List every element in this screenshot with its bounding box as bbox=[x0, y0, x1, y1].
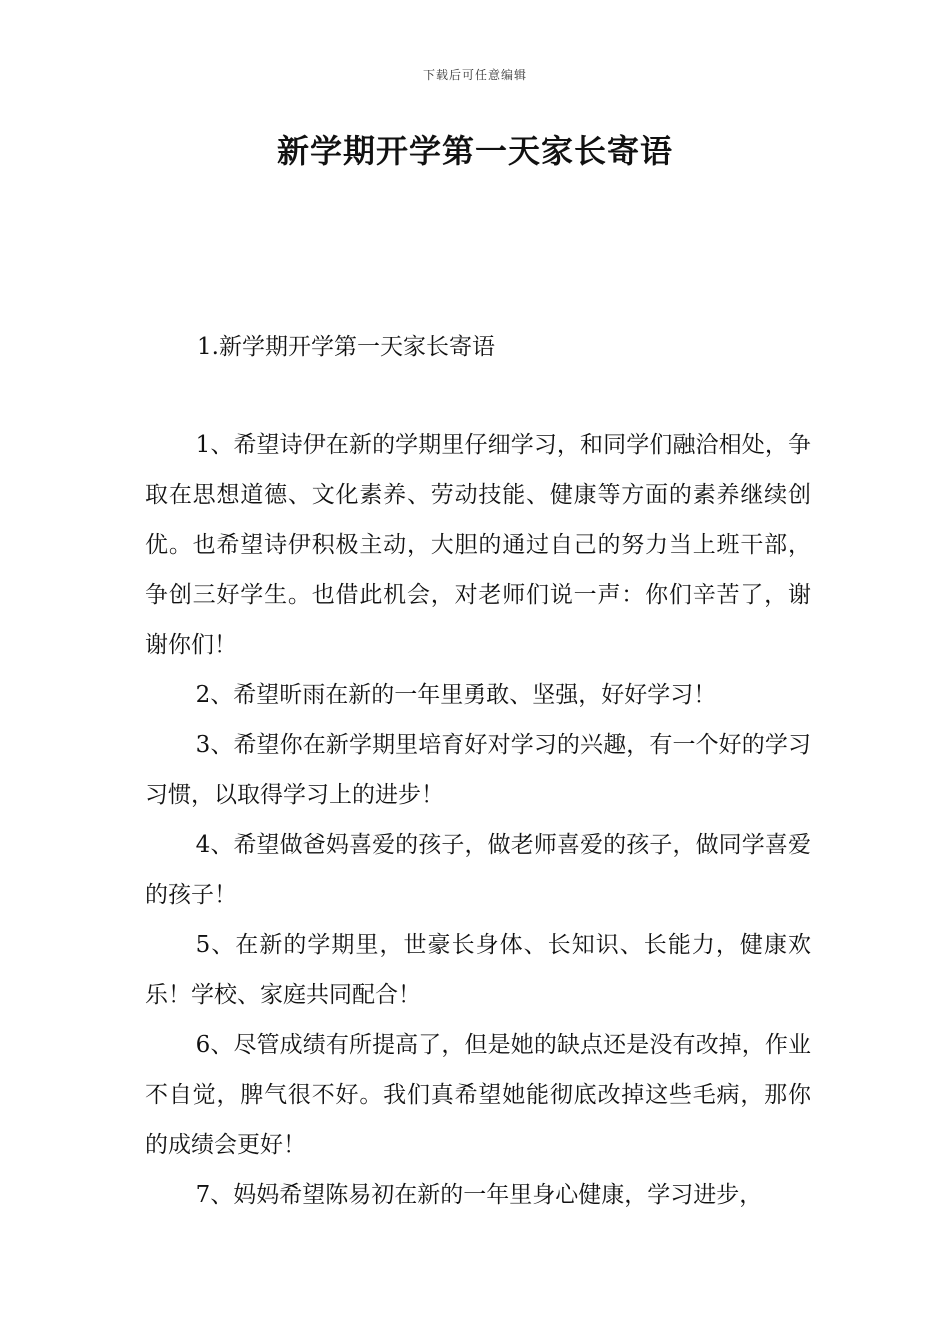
paragraph-5: 5、在新的学期里，世豪长身体、长知识、长能力，健康欢乐！学校、家庭共同配合！ bbox=[145, 932, 811, 1008]
paragraph-6: 6、尽管成绩有所提高了，但是她的缺点还是没有改掉，作业不自觉，脾气很不好。我们真希望她能彻底改掉这些毛病，那你的成绩会更好！ bbox=[145, 1032, 811, 1158]
paragraph-7: 7、妈妈希望陈易初在新的一年里身心健康，学习进步， bbox=[195, 1182, 763, 1208]
document-title: 新学期开学第一天家长寄语 bbox=[276, 132, 673, 170]
document-body bbox=[145, 322, 811, 1220]
paragraph-3: 3、希望你在新学期里培育好对学习的兴趣，有一个好的学习习惯，以取得学习上的进步！ bbox=[145, 732, 811, 808]
paragraph-4: 4、希望做爸妈喜爱的孩子，做老师喜爱的孩子，做同学喜爱的孩子！ bbox=[145, 832, 811, 908]
paragraph-1: 1、希望诗伊在新的学期里仔细学习，和同学们融洽相处，争取在思想道德、文化素养、劳动技能、健康等方面的素养继续创优。也希望诗伊积极主动，大胆的通过自己的努力当上班干部，争创三好学生。也借此机会，对老师们说一声：你们辛苦了，谢谢你们！ bbox=[145, 432, 811, 658]
section-heading: 1.新学期开学第一天家长寄语 bbox=[197, 334, 495, 360]
paragraph-2: 2、希望昕雨在新的一年里勇敢、坚强，好好学习！ bbox=[195, 682, 717, 708]
header-note: 下载后可任意编辑 bbox=[422, 68, 527, 82]
